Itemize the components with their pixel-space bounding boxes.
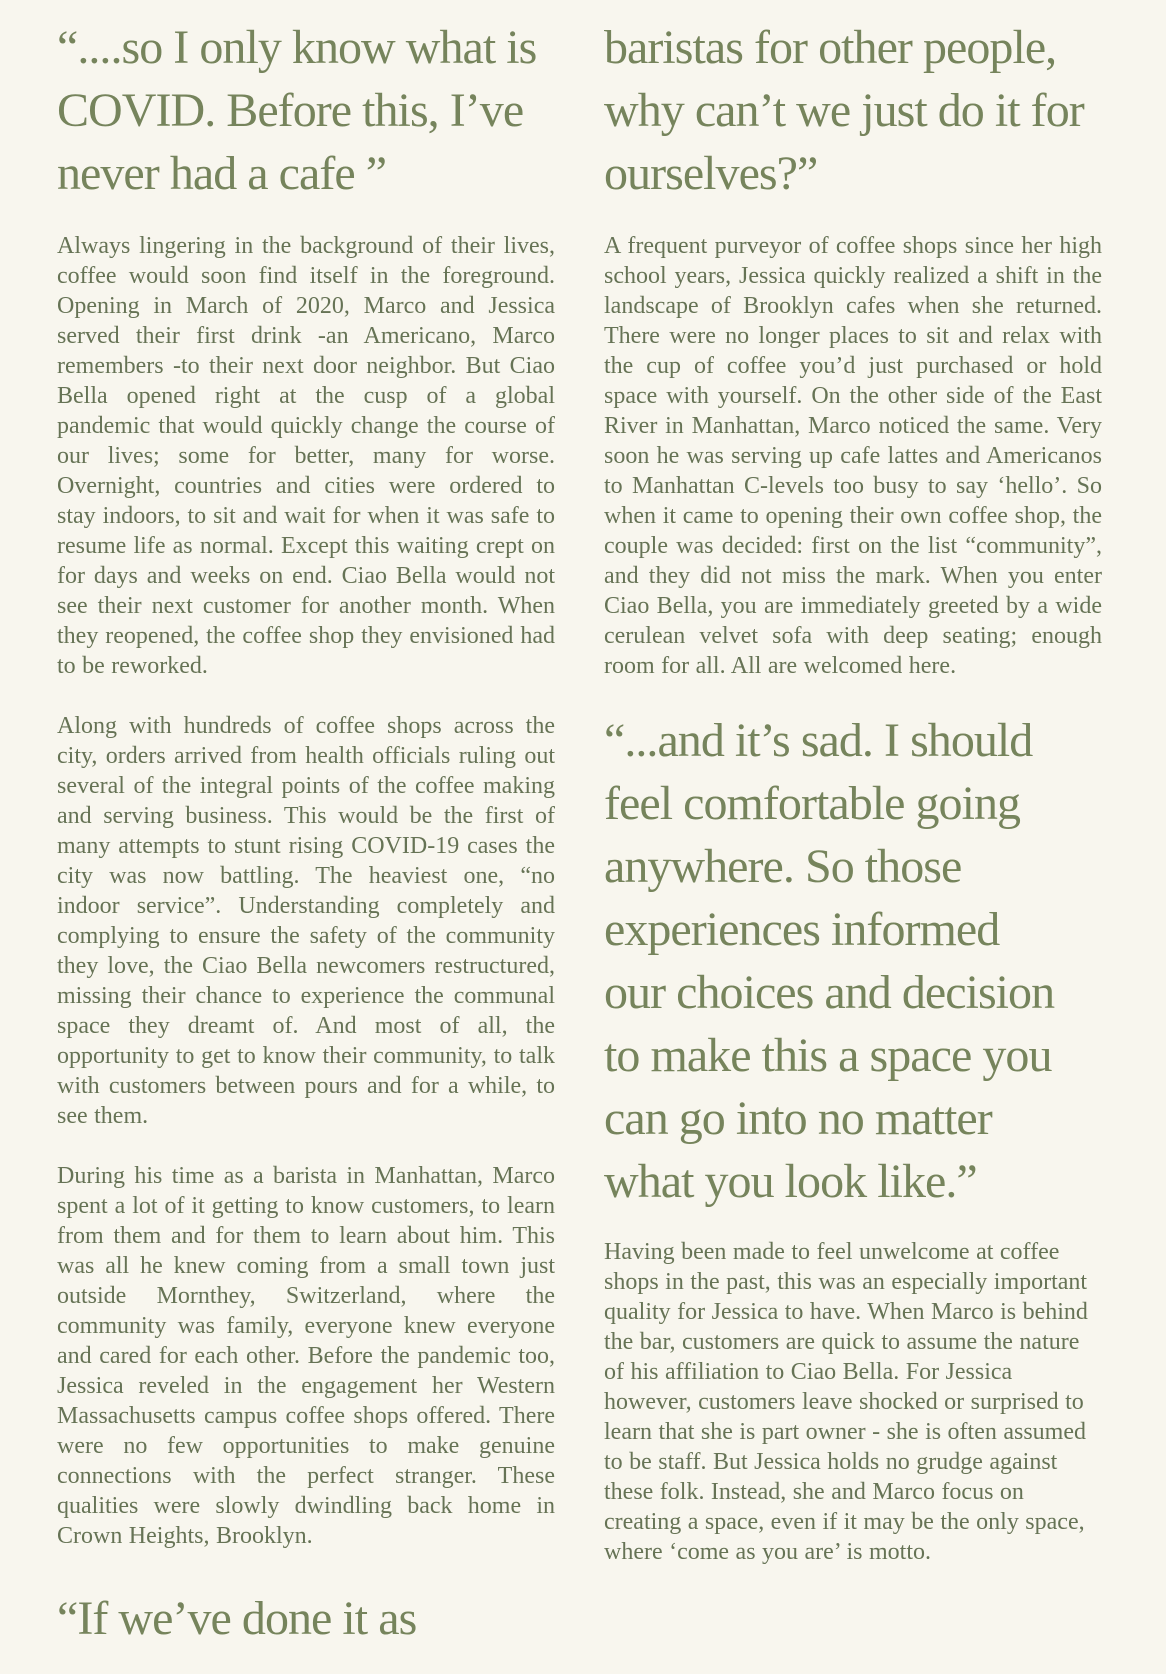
pull-quote-line: “If we’ve done it as	[57, 1592, 417, 1645]
pull-quote-line: why can’t we just do it for	[604, 84, 1084, 137]
pull-quote-line: “...and it’s sad. I should	[604, 714, 1033, 767]
pull-quote-line: to make this a space you	[604, 1029, 1052, 1082]
pull-quote-line: experiences informed	[604, 903, 1000, 956]
article-paragraph: Always lingering in the background of their lives, coffee would soon find itself in the foreground. Opening in March of 2020, Marco and Jessica served their first drink -an Americano, Marco remembers -to their next door neighbor. But Ciao Bella opened right at the cusp of a global pandemic that would quickly change the course of our lives; some for better, many for worse. Overnight, countries and cities were ordered to stay indoors, to sit and wait for when it was safe to resume life as normal. Except this waiting crept on for days and weeks on end. Ciao Bella would not see their next customer for another month. When they reopened, the coffee shop they envisioned had to be reworked.	[57, 233, 555, 679]
pull-quote-line: never had a cafe ”	[57, 147, 387, 200]
pull-quote-line: “....so I only know what is	[57, 21, 537, 74]
pull-quote-line: baristas for other people,	[604, 21, 1057, 74]
left-column	[57, 16, 555, 1674]
pull-quote-line: what you look like.”	[604, 1155, 977, 1208]
article-paragraph: Having been made to feel unwelcome at coffee shops in the past, this was an especially important quality for Jessica to have. When Marco is behind the bar, customers are quick to assume the nature of his affiliation to Ciao Bella. For Jessica however, customers leave shocked or surprised to learn that she is part owner - she is often assumed to be staff. But Jessica holds no grudge against these folk. Instead, she and Marco focus on creating a space, even if it may be the only space, where ‘come as you are’ is motto.	[604, 1239, 1088, 1565]
pull-quote-line: anywhere. So those	[604, 840, 962, 893]
pull-quote-line: COVID. Before this, I’ve	[57, 84, 524, 137]
article-paragraph: A frequent purveyor of coffee shops since her high school years, Jessica quickly realized a shift in the landscape of Brooklyn cafes when she returned. There were no longer places to sit and relax with the cup of coffee you’d just purchased or hold space with yourself. On the other side of the East River in Manhattan, Marco noticed the same. Very soon he was serving up cafe lattes and Americanos to Manhattan C-levels too busy to say ‘hello’. So when it came to opening their own coffee shop, the couple was decided: first on the list “community”, and they did not miss the mark. When you enter Ciao Bella, you are immediately greeted by a wide cerulean velvet sofa with deep seating; enough room for all. All are welcomed here.	[604, 233, 1102, 679]
pull-quote-opening	[57, 16, 555, 205]
pull-quote-line: can go into no matter	[604, 1092, 992, 1145]
pull-quote-line: ourselves?”	[604, 147, 818, 200]
article-paragraph: During his time as a barista in Manhattan, Marco spent a lot of it getting to know customers, to learn from them and for them to learn about him. This was all he knew coming from a small town just outside Mornthey, Switzerland, where the community was family, everyone knew everyone and cared for each other. Before the pandemic too, Jessica reveled in the engagement her Western Massachusetts campus coffee shops offered. There were no few opportunities to make genuine connections with the perfect stranger. These qualities were slowly dwindling back home in Crown Heights, Brooklyn.	[57, 1163, 555, 1549]
right-column	[604, 16, 1102, 1674]
pull-quote-line: feel comfortable going	[604, 777, 1021, 830]
pull-quote-middle	[604, 709, 1102, 1213]
pull-quote-continuation	[604, 16, 1102, 205]
pull-quote-line: our choices and decision	[604, 966, 1055, 1019]
article-paragraph: Along with hundreds of coffee shops across the city, orders arrived from health officials ruling out several of the integral points of the coffee making and serving business. This would be the first of many attempts to stunt rising COVID-19 cases the city was now battling. The heaviest one, “no indoor service”. Understanding completely and complying to ensure the safety of the community they love, the Ciao Bella newcomers restructured, missing their chance to experience the communal space they dreamt of. And most of all, the opportunity to get to know their community, to talk with customers between pours and for a while, to see them.	[57, 713, 555, 1129]
pull-quote-bottom-left	[57, 1587, 555, 1650]
